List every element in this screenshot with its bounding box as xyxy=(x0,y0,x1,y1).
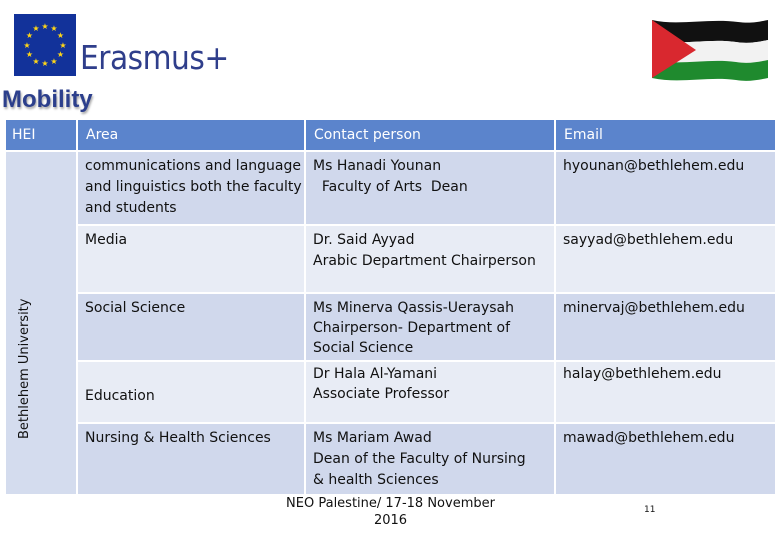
area-line: Nursing & Health Sciences xyxy=(85,430,271,446)
contact-line: Ms Hanadi Younan xyxy=(313,158,442,174)
column-header-area: Area xyxy=(78,120,304,150)
email-cell xyxy=(556,294,775,360)
palestine-flag-icon xyxy=(648,18,770,84)
eu-flag-logo xyxy=(14,14,76,76)
contact-line: Ms Mariam Awad xyxy=(313,430,432,446)
contact-cell xyxy=(306,152,554,224)
svg-text:★: ★ xyxy=(59,41,67,50)
eu-stars-icon xyxy=(14,14,76,76)
area-cell xyxy=(78,424,304,494)
area-line: Education xyxy=(85,388,155,404)
svg-text:★: ★ xyxy=(23,41,31,50)
svg-text:★: ★ xyxy=(32,57,40,66)
contact-line: Dr Hala Al-Yamani xyxy=(313,366,438,382)
table-row xyxy=(78,152,775,224)
email-cell xyxy=(556,152,775,224)
email-cell xyxy=(556,362,775,422)
email-link[interactable]: minervaj@bethlehem.edu xyxy=(563,300,745,316)
footer-event-line: NEO Palestine/ 17-18 November xyxy=(286,496,495,511)
area-cell xyxy=(78,226,304,292)
table-row xyxy=(78,294,775,360)
contact-cell xyxy=(306,424,554,494)
contact-cell xyxy=(306,226,554,292)
contact-line: Social Science xyxy=(313,340,414,356)
footer-event-line: 2016 xyxy=(373,513,408,528)
column-header-hei: HEI xyxy=(6,120,76,150)
area-line: and students xyxy=(85,200,177,216)
table-header-row xyxy=(6,120,775,150)
contact-line: Ms Minerva Qassis-Ueraysah xyxy=(313,300,514,316)
contact-line: & health Sciences xyxy=(313,472,439,488)
area-cell xyxy=(78,152,304,224)
institution-cell xyxy=(6,152,76,494)
svg-text:★: ★ xyxy=(25,31,34,40)
page-number: 11 xyxy=(644,505,656,515)
contact-line: Faculty of Arts Dean xyxy=(313,179,468,195)
area-line: communications and language xyxy=(85,158,301,174)
svg-text:★: ★ xyxy=(56,50,65,59)
mobility-table xyxy=(6,120,775,494)
email-cell xyxy=(556,424,775,494)
svg-text:★: ★ xyxy=(56,31,65,40)
footer-event xyxy=(268,495,513,529)
email-link[interactable]: halay@bethlehem.edu xyxy=(563,366,722,382)
email-cell xyxy=(556,226,775,292)
svg-text:★: ★ xyxy=(41,59,49,68)
institution-name: Bethlehem University xyxy=(17,298,32,439)
contact-line: Associate Professor xyxy=(313,386,450,402)
contact-line: Dean of the Faculty of Nursing xyxy=(313,451,526,467)
svg-text:★: ★ xyxy=(41,22,49,31)
area-line: and linguistics both the faculty xyxy=(85,179,302,195)
svg-text:★: ★ xyxy=(50,24,58,33)
email-link[interactable]: sayyad@bethlehem.edu xyxy=(563,232,734,248)
contact-cell xyxy=(306,294,554,360)
svg-text:★: ★ xyxy=(32,24,40,33)
email-link[interactable]: hyounan@bethlehem.edu xyxy=(563,158,745,174)
email-link[interactable]: mawad@bethlehem.edu xyxy=(563,430,735,446)
table-row xyxy=(78,424,775,494)
svg-text:★: ★ xyxy=(25,50,34,59)
table-row xyxy=(78,362,775,422)
table-row xyxy=(78,226,775,292)
contact-line: Chairperson- Department of xyxy=(313,320,511,336)
svg-text:★: ★ xyxy=(50,57,58,66)
contact-cell xyxy=(306,362,554,422)
area-line: Media xyxy=(85,232,128,248)
area-cell xyxy=(78,362,304,422)
page-title: Mobility xyxy=(2,86,93,113)
contact-line: Dr. Said Ayyad xyxy=(313,232,415,248)
erasmus-plus-logo-text: Erasmus+ xyxy=(80,38,229,77)
column-header-contact-person: Contact person xyxy=(306,120,554,150)
area-cell xyxy=(78,294,304,360)
column-header-email: Email xyxy=(556,120,775,150)
area-line: Social Science xyxy=(85,300,186,316)
contact-line: Arabic Department Chairperson xyxy=(313,253,536,269)
